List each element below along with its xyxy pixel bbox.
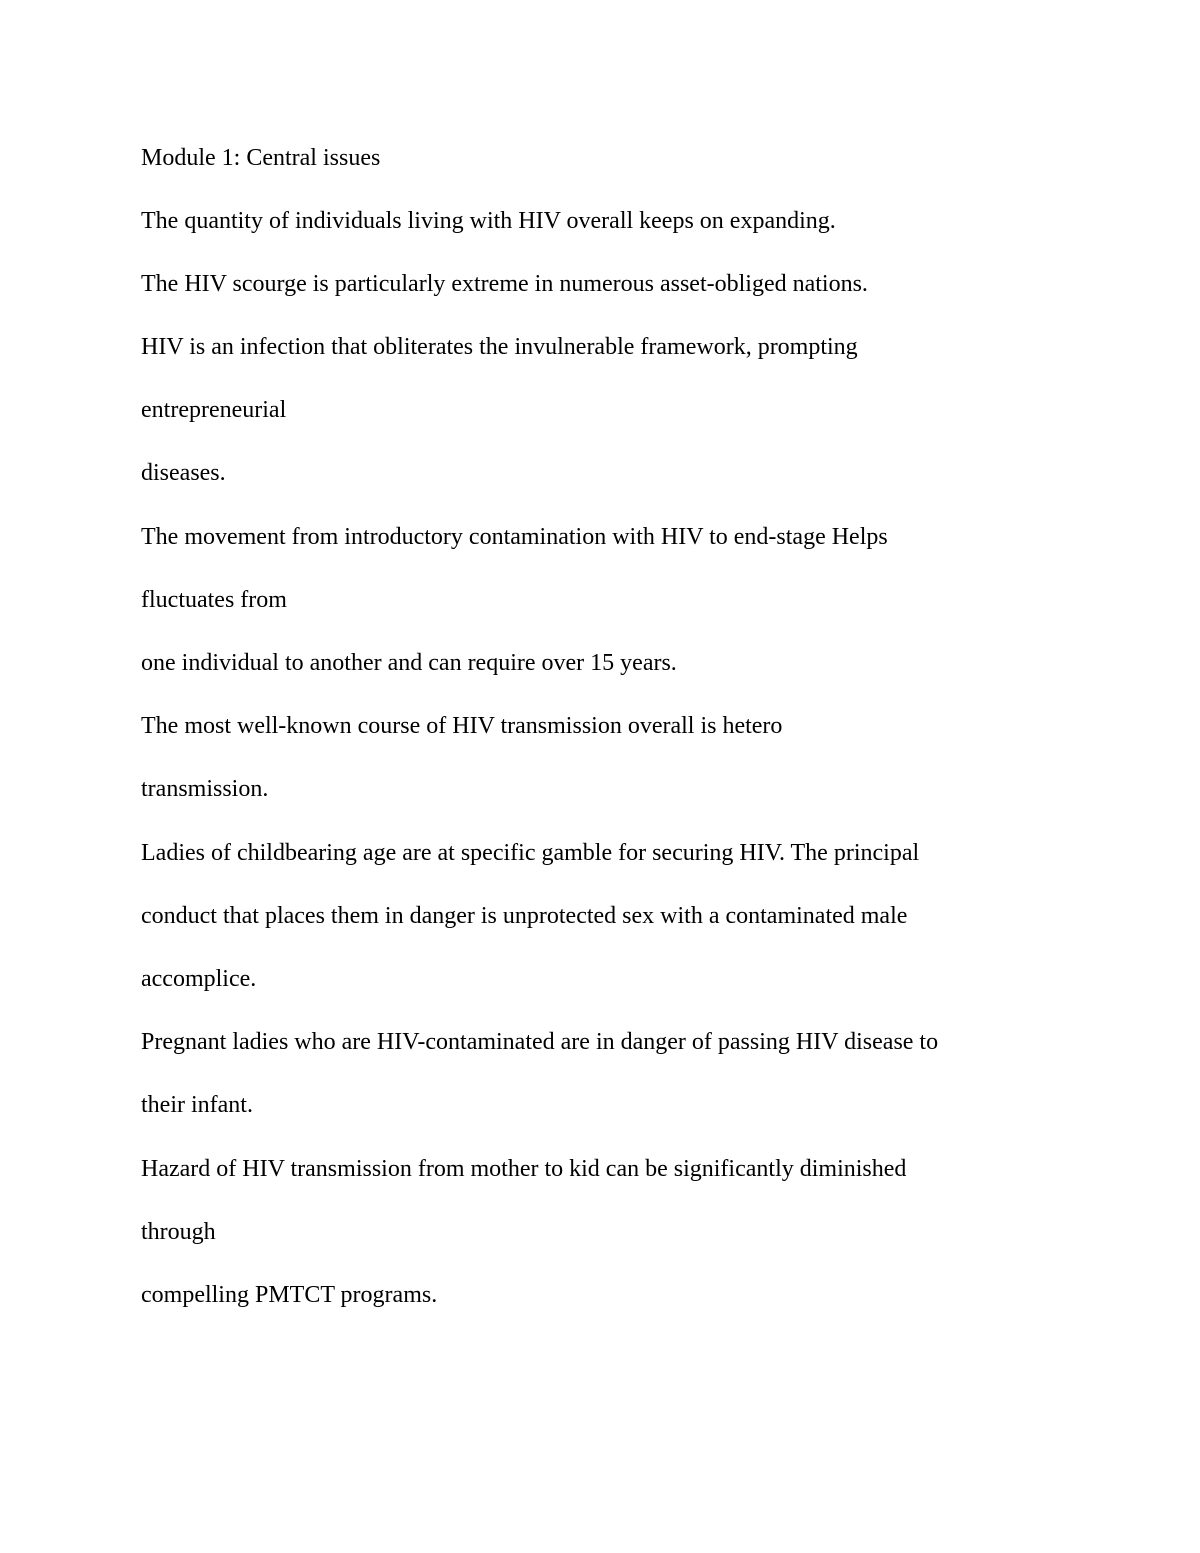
document-line: conduct that places them in danger is unprotected sex with a contaminated male: [141, 903, 908, 929]
document-line: HIV is an infection that obliterates the invulnerable framework, prompting: [141, 334, 858, 360]
document-line: fluctuates from: [141, 587, 287, 613]
document-line: Hazard of HIV transmission from mother to kid can be significantly diminished: [141, 1156, 907, 1182]
document-line: Ladies of childbearing age are at specific gamble for securing HIV. The principal: [141, 840, 920, 866]
document-line: Pregnant ladies who are HIV-contaminated are in danger of passing HIV disease to: [141, 1029, 939, 1055]
document-line: accomplice.: [141, 966, 257, 992]
document-line: The HIV scourge is particularly extreme in numerous asset-obliged nations.: [141, 271, 868, 297]
document-line: compelling PMTCT programs.: [141, 1282, 438, 1308]
document-line: entrepreneurial: [141, 397, 287, 423]
document-title: Module 1: Central issues: [141, 145, 381, 171]
document-line: diseases.: [141, 460, 226, 486]
document-line: one individual to another and can require over 15 years.: [141, 650, 677, 676]
document-line: The movement from introductory contamination with HIV to end-stage Helps: [141, 524, 888, 550]
document-line: The quantity of individuals living with HIV overall keeps on expanding.: [141, 208, 836, 234]
document-line: through: [141, 1219, 216, 1245]
document-line: transmission.: [141, 776, 269, 802]
document-line: their infant.: [141, 1092, 253, 1118]
document-line: The most well-known course of HIV transmission overall is hetero: [141, 713, 783, 739]
